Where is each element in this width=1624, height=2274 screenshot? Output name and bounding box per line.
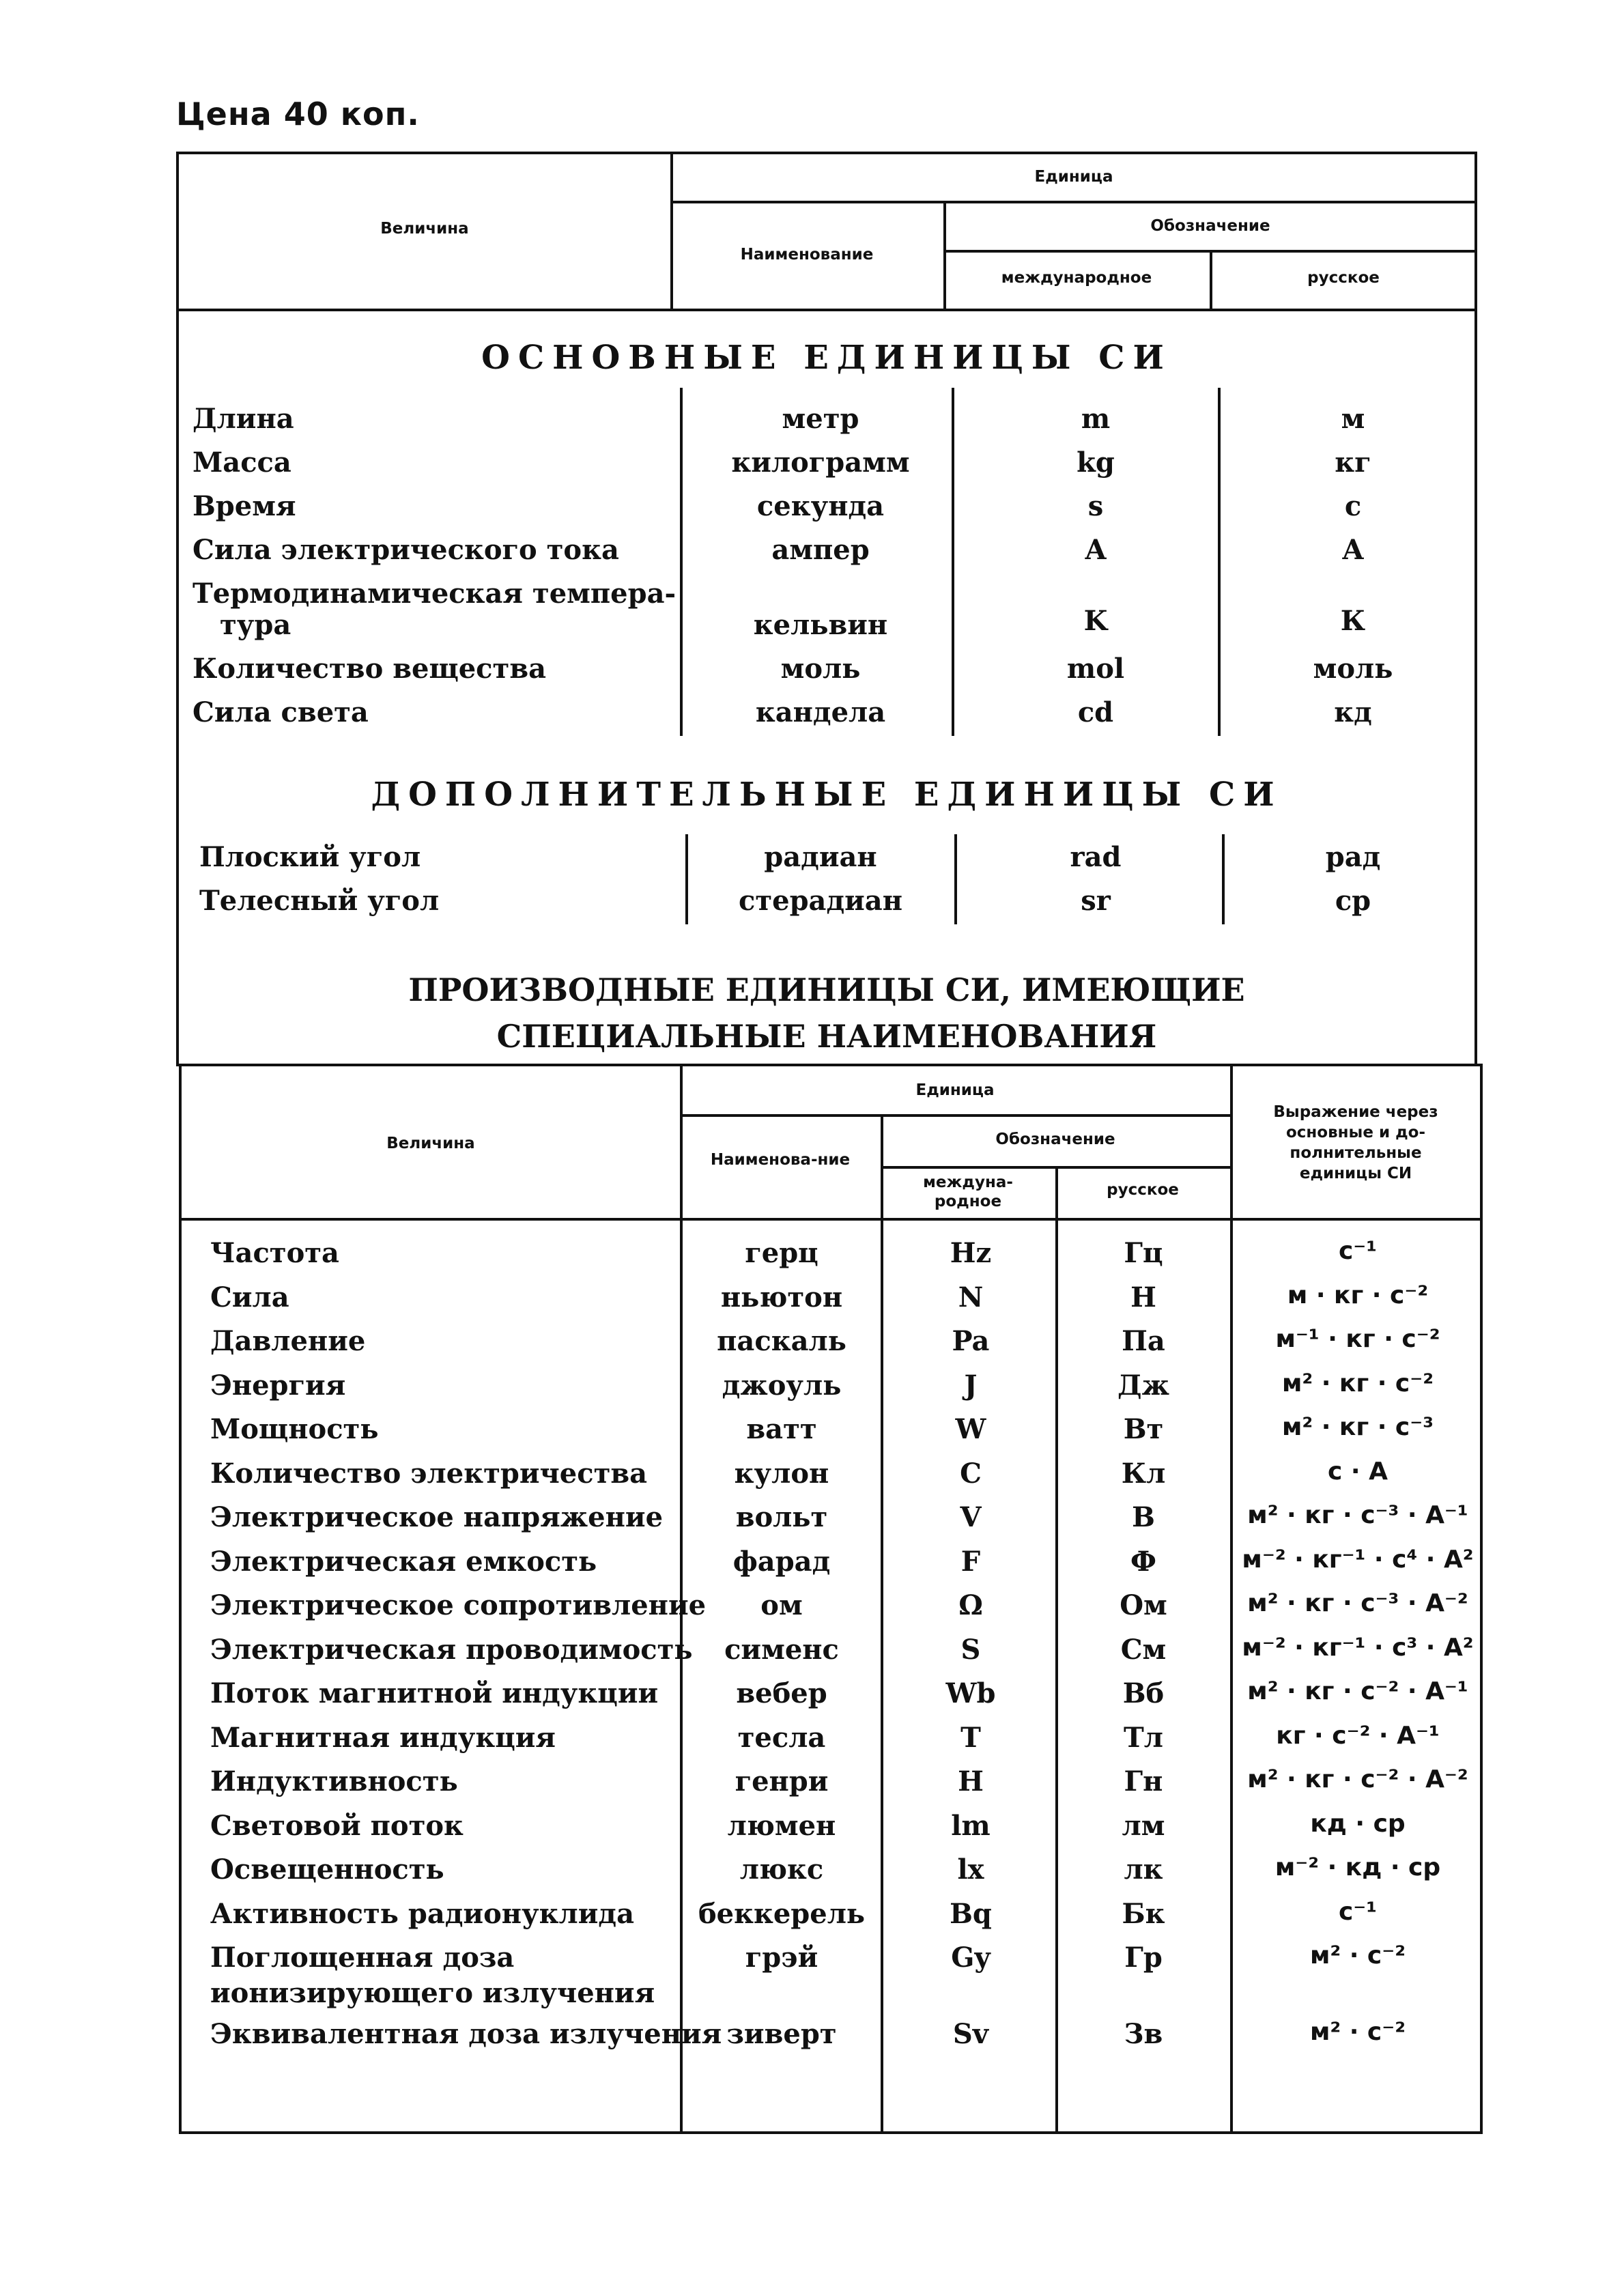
expression-cell: м⁻² · кд · ср [1274,1853,1441,1881]
header-expression: Выражение через основные и до-полнительные единицы СИ [1273,1103,1438,1182]
header-name: Наименование [740,246,874,264]
expression-cell: с · А [1328,1457,1388,1486]
quantity-cell: Количество электричества [210,1457,648,1490]
header-unit: Единица [1034,168,1113,186]
rus-symbol-cell: Кл [1121,1457,1166,1490]
table-row [182,1501,1480,1545]
rus-symbol-cell: м [1341,403,1365,435]
quantity-cell: Телесный угол [199,885,440,917]
unit-name-cell: кельвин [753,609,888,641]
quantity-cell: Плоский угол [199,841,421,873]
header-russian: русское [1307,269,1380,287]
rus-symbol-cell: Бк [1122,1897,1165,1930]
rus-symbol-cell: Ом [1120,1589,1167,1621]
unit-name-cell: люмен [727,1809,836,1842]
table-row [182,1810,1480,1853]
rus-symbol-cell: В [1132,1501,1155,1533]
unit-name-cell: кандела [755,696,886,728]
rus-symbol-cell: кг [1335,446,1371,479]
intl-symbol-cell: lx [957,1853,984,1886]
rus-symbol-cell: Зв [1124,2018,1163,2050]
table-row [179,534,1475,578]
rus-symbol-cell: Вб [1122,1677,1165,1709]
intl-symbol-cell: K [1083,605,1108,637]
expression-cell: кг · с⁻² · А⁻¹ [1276,1721,1440,1750]
header-international: международное [1001,269,1152,287]
quantity-cell: Электрическое сопротивление [210,1589,707,1621]
expression-cell: м² · кг · с⁻³ · А⁻² [1247,1589,1468,1617]
intl-symbol-cell: J [964,1369,978,1402]
intl-symbol-cell: S [960,1633,981,1666]
table-row [182,1281,1480,1325]
intl-symbol-cell: lm [951,1809,991,1842]
rus-symbol-cell: рад [1325,841,1381,873]
expression-cell: с⁻¹ [1338,1897,1378,1926]
rus-symbol-cell: Гр [1124,1942,1163,1974]
expression-cell: м · кг · с⁻² [1287,1281,1429,1309]
intl-symbol-cell: Pa [952,1325,990,1357]
intl-symbol-cell: kg [1077,446,1115,479]
intl-symbol-cell: H [958,1765,984,1797]
unit-name-cell: секунда [756,490,885,522]
table-row [179,446,1475,490]
rus-symbol-cell: Гн [1124,1765,1163,1797]
quantity-cell: Освещенность [210,1853,444,1886]
intl-symbol-cell: Gy [951,1942,991,1974]
intl-symbol-cell: s [1087,490,1104,522]
quantity-cell: Частота [210,1237,339,1269]
expression-cell: м² · кг · с⁻² [1281,1369,1434,1397]
quantity-cell: Сила электрического тока [193,534,619,566]
table-row [179,696,1475,740]
table-row [179,841,1475,885]
intl-symbol-cell: C [960,1457,982,1490]
table-row [179,885,1475,928]
unit-name-cell: беккерель [698,1897,866,1930]
quantity-cell: Активность радионуклида [210,1897,634,1930]
intl-symbol-cell: W [955,1413,986,1445]
quantity-cell: Количество вещества [193,653,547,685]
table-row [182,1237,1480,1281]
derived-units-table [179,1064,1483,2134]
header-unit: Единица [915,1081,995,1099]
quantity-cell: Энергия [210,1369,346,1402]
intl-symbol-cell: Hz [950,1237,992,1269]
intl-symbol-cell: m [1081,403,1111,435]
intl-symbol-cell: mol [1066,653,1125,685]
expression-cell: м⁻² · кг⁻¹ · с³ · А² [1242,1633,1474,1662]
rus-symbol-cell: лк [1124,1853,1163,1886]
table-row [182,2018,1480,2062]
unit-name-cell: моль [780,653,861,685]
table-row [182,1589,1480,1633]
quantity-cell: Эквивалентная доза излучения [210,2018,722,2050]
table-row [179,490,1475,534]
table-row [182,1942,1480,2021]
rus-symbol-cell: Н [1130,1281,1156,1313]
rus-symbol-cell: кд [1334,696,1372,728]
quantity-cell-cont: тура [220,609,291,641]
rus-symbol-cell: Ф [1130,1545,1156,1578]
unit-name-cell: ом [760,1589,803,1621]
unit-name-cell: килограмм [731,446,910,479]
quantity-cell: Сила [210,1281,289,1313]
table-row [179,578,1475,646]
intl-symbol-cell: Sv [952,2018,989,2050]
expression-cell: м² · кг · с⁻² · А⁻¹ [1247,1677,1468,1705]
rus-symbol-cell: Па [1122,1325,1165,1357]
header-designation: Обозначение [995,1131,1115,1148]
rus-symbol-cell: См [1120,1633,1167,1666]
unit-name-cell: ампер [771,534,870,566]
rus-symbol-cell: Тл [1124,1721,1163,1754]
intl-symbol-cell: Ω [958,1589,983,1621]
quantity-cell: Магнитная индукция [210,1721,556,1754]
expression-cell: м² · кг · с⁻³ [1281,1413,1434,1441]
table-row [182,1898,1480,1942]
rus-symbol-cell: ср [1335,885,1371,917]
header-designation: Обозначение [1150,217,1270,235]
header-quantity: Величина [386,1135,475,1152]
rus-symbol-cell: Вт [1123,1413,1164,1445]
table-row [182,1634,1480,1677]
base-units-table [176,152,1477,1066]
table-row [182,1765,1480,1809]
rus-symbol-cell: Гц [1124,1237,1163,1269]
unit-name-cell: грэй [745,1942,818,1974]
table-row [182,1853,1480,1897]
intl-symbol-cell: rad [1070,841,1122,873]
quantity-cell: Длина [193,403,294,435]
table-row [182,1546,1480,1589]
header-international: междуна-родное [923,1174,1013,1210]
quantity-cell: Термодинамическая темпера- [193,578,676,610]
header-russian: русское [1107,1181,1179,1199]
quantity-cell: Время [193,490,296,522]
intl-symbol-cell: A [1085,534,1107,566]
rus-symbol-cell: К [1340,605,1366,637]
table-row [182,1369,1480,1413]
expression-cell: с⁻¹ [1338,1237,1378,1265]
unit-name-cell: тесла [737,1721,826,1754]
quantity-cell: Поглощенная доза [210,1942,515,1974]
expression-cell: м² · с⁻² [1309,2018,1406,2046]
unit-name-cell: генри [735,1765,829,1797]
rus-symbol-cell: А [1341,534,1365,566]
unit-name-cell: стерадиан [739,885,902,917]
quantity-cell: Давление [210,1325,366,1357]
quantity-cell: Мощность [210,1413,379,1445]
quantity-cell: Масса [193,446,291,479]
quantity-cell: Поток магнитной индукции [210,1677,659,1709]
table-row [179,403,1475,446]
table-row [182,1413,1480,1457]
expression-cell: м⁻¹ · кг · с⁻² [1275,1325,1440,1353]
section-title-supplementary: ДОПОЛНИТЕЛЬНЫЕ ЕДИНИЦЫ СИ [371,776,1283,814]
intl-symbol-cell: Bq [950,1897,992,1930]
unit-name-cell: метр [782,403,859,435]
table-row [182,1722,1480,1765]
unit-name-cell: герц [745,1237,818,1269]
unit-name-cell: фарад [732,1545,831,1578]
unit-name-cell: ватт [746,1413,817,1445]
unit-name-cell: ньютон [720,1281,843,1313]
unit-name-cell: радиан [764,841,877,873]
intl-symbol-cell: T [960,1721,981,1754]
unit-name-cell: зиверт [726,2018,837,2050]
intl-symbol-cell: F [960,1545,981,1578]
intl-symbol-cell: V [960,1501,982,1533]
unit-name-cell: джоуль [722,1369,842,1402]
unit-name-cell: паскаль [717,1325,846,1357]
unit-name-cell: сименс [724,1633,839,1666]
rus-symbol-cell: лм [1122,1809,1165,1842]
expression-cell: м² · кг · с⁻² · А⁻² [1247,1765,1468,1793]
expression-cell: кд · ср [1310,1809,1406,1838]
table-row [182,1458,1480,1501]
quantity-cell: Сила света [193,696,369,728]
expression-cell: м⁻² · кг⁻¹ · с⁴ · А² [1242,1545,1474,1574]
intl-symbol-cell: cd [1077,696,1114,728]
unit-name-cell: люкс [739,1853,824,1886]
quantity-cell: Световой поток [210,1809,464,1842]
price-label: Цена 40 коп. [176,96,420,132]
rus-symbol-cell: моль [1313,653,1393,685]
table-row [182,1325,1480,1369]
section-title-base: ОСНОВНЫЕ ЕДИНИЦЫ СИ [481,339,1172,377]
intl-symbol-cell: N [958,1281,984,1313]
quantity-cell: Электрическая проводимость [210,1633,693,1666]
table-row [182,1677,1480,1721]
quantity-cell: Электрическое напряжение [210,1501,664,1533]
quantity-cell: Электрическая емкость [210,1545,597,1578]
expression-cell: м² · с⁻² [1309,1942,1406,1970]
unit-name-cell: вебер [736,1677,827,1709]
expression-cell: м² · кг · с⁻³ · А⁻¹ [1247,1501,1468,1529]
quantity-cell: Индуктивность [210,1765,458,1797]
intl-symbol-cell: sr [1081,885,1111,917]
unit-name-cell: кулон [734,1457,829,1490]
table-header [179,154,1475,311]
section-title-derived: ПРОИЗВОДНЫЕ ЕДИНИЦЫ СИ, ИМЕЮЩИЕ СПЕЦИАЛЬНЫЕ НАИМЕНОВАНИЯ [408,971,1245,1055]
unit-name-cell: вольт [735,1501,828,1533]
header-quantity: Величина [380,220,469,238]
rus-symbol-cell: Дж [1117,1369,1169,1402]
quantity-cell-cont: ионизирующего излучения [210,1977,655,2009]
header-name: Наименова-ние [710,1151,851,1169]
intl-symbol-cell: Wb [945,1677,996,1709]
rus-symbol-cell: с [1344,490,1362,522]
table-row [179,653,1475,696]
